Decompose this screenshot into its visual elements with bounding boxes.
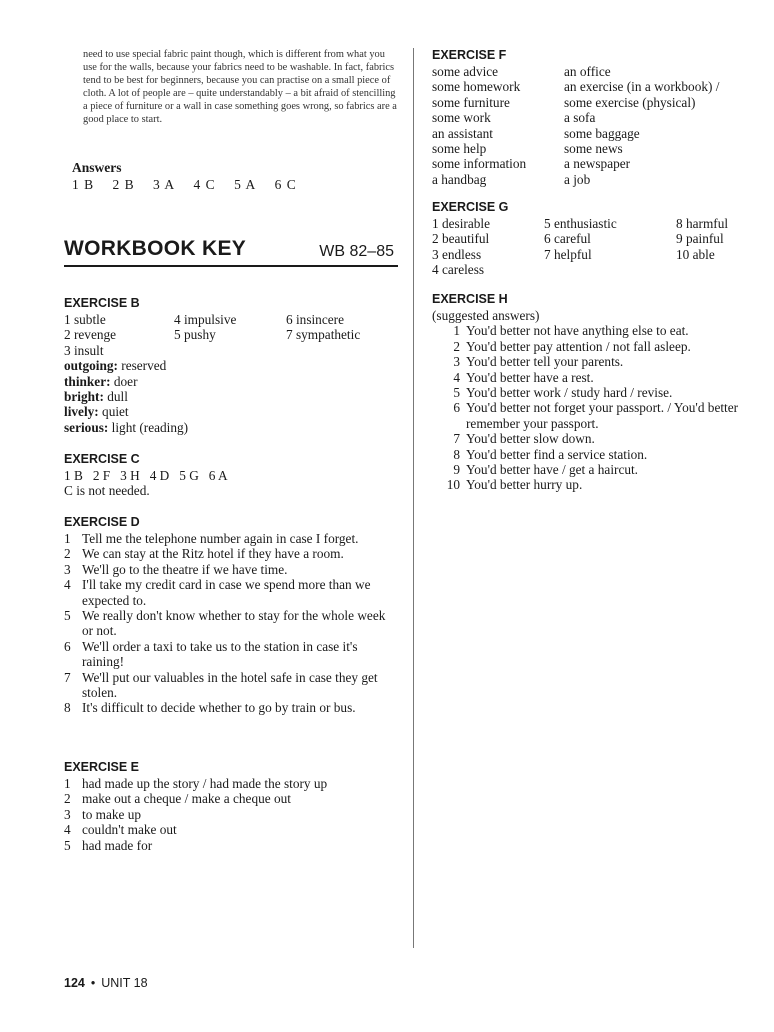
list-item (432, 323, 757, 338)
exercise-h-title: EXERCISE H (432, 292, 508, 306)
item-text: We'll put our valuables in the hotel safe in case they get stolen. (82, 669, 378, 701)
item-number: 3 (64, 806, 71, 822)
exercise-g-item: 6 careful (544, 231, 591, 247)
exercise-b-item: 7 sympathetic (286, 327, 361, 343)
exercise-f-left-item: some homework (432, 79, 521, 95)
list-item (432, 385, 757, 400)
pair-value: light (reading) (108, 419, 189, 435)
pair-key: bright: (64, 389, 104, 405)
exercise-b-item: 1 subtle (64, 312, 106, 327)
exercise-f-left-item: a handbag (432, 171, 487, 187)
exercise-e-title: EXERCISE E (64, 760, 140, 774)
exercise-b (64, 296, 400, 435)
exercise-f-right-item: some baggage (564, 125, 640, 141)
exercise-g-item: 7 helpful (544, 246, 592, 262)
pair-value: quiet (98, 404, 129, 420)
item-number: 5 (453, 385, 460, 401)
exercise-f-left-item: an assistant (432, 125, 493, 141)
page-footer (64, 976, 148, 990)
list-item (64, 838, 400, 853)
list-item (432, 431, 757, 446)
workbook-key-pages: WB 82–85 (319, 243, 394, 260)
list-item (64, 577, 394, 608)
item-text: We'll go to the theatre if we have time. (82, 561, 288, 577)
exercise-c-note: C is not needed. (64, 483, 150, 499)
exercise-f-grid (432, 64, 757, 187)
exercise-f-right-item: a sofa (564, 110, 596, 126)
exercise-f-left-item: some furniture (432, 94, 510, 110)
item-number: 4 (453, 369, 460, 385)
exercise-b-item: 6 insincere (286, 312, 344, 327)
item-text: We'll order a taxi to take us to the station in case it's raining! (82, 638, 358, 670)
exercise-c-title: EXERCISE C (64, 452, 140, 466)
answers-row (72, 177, 310, 193)
pair-value: dull (103, 389, 128, 405)
item-number: 6 (453, 400, 460, 416)
list-item (64, 670, 394, 701)
footer-bullet: • (90, 976, 96, 990)
exercise-b-item: 2 revenge (64, 327, 117, 343)
list-item (64, 562, 394, 577)
exercise-g-item: 2 beautiful (432, 231, 490, 247)
item-text: You'd better not forget your passport. / You'd better remember your passport. (466, 400, 739, 431)
exercise-f-right-item: a job (564, 171, 591, 187)
item-text: You'd better tell your parents. (466, 354, 624, 370)
exercise-e (64, 760, 400, 853)
item-number: 5 (64, 608, 71, 624)
item-text: had made for (82, 837, 153, 853)
exercise-g-item (676, 262, 756, 277)
exercise-f-right-item: some news (564, 141, 623, 157)
list-item (64, 531, 394, 546)
answer-item: 3 A (153, 177, 175, 192)
workbook-key-header (64, 233, 398, 267)
exercise-g-title: EXERCISE G (432, 200, 509, 214)
exercise-h-list (432, 323, 757, 492)
exercise-e-list (64, 776, 400, 853)
exercise-g-item: 1 desirable (432, 216, 490, 231)
answer-item: 6 C (274, 177, 296, 192)
exercise-f-left-item: some help (432, 141, 487, 157)
page-number: 124 (64, 976, 85, 990)
exercise-g-item (544, 262, 676, 277)
pair-row (64, 404, 400, 419)
list-item (432, 477, 757, 492)
exercise-b-grid (64, 312, 400, 358)
exercise-b-item: 5 pushy (174, 327, 216, 343)
exercise-f-left-item: some information (432, 156, 527, 172)
intro-paragraph (83, 48, 401, 126)
item-number: 8 (453, 446, 460, 462)
answer-item: 2 B (112, 177, 134, 192)
exercise-g-item: 10 able (676, 246, 715, 262)
answers-title: Answers (72, 160, 122, 175)
item-number: 7 (64, 669, 71, 685)
exercise-d-list (64, 531, 394, 716)
exercise-b-item: 3 insult (64, 342, 104, 358)
item-number: 6 (64, 638, 71, 654)
item-number: 1 (64, 531, 71, 546)
exercise-g-item: 9 painful (676, 231, 724, 247)
workbook-key-title: WORKBOOK KEY (64, 237, 247, 260)
list-item (64, 639, 394, 670)
exercise-c-answers: 1 B 2 F 3 H 4 D 5 G 6 A (64, 468, 228, 483)
exercise-f-right-item: an exercise (in a workbook) / (564, 79, 720, 95)
pair-row (64, 389, 400, 404)
pair-row (64, 358, 400, 373)
item-text: Tell me the telephone number again in case I forget. (82, 531, 359, 546)
item-number: 4 (64, 577, 71, 593)
item-text: had made up the story / had made the story up (82, 776, 328, 791)
item-number: 2 (453, 338, 460, 354)
exercise-d-title: EXERCISE D (64, 515, 140, 529)
exercise-f-left-item: some advice (432, 64, 499, 79)
list-item (432, 447, 757, 462)
answer-item: 5 A (234, 177, 256, 192)
pair-key: thinker: (64, 373, 111, 389)
list-item (64, 546, 394, 561)
exercise-f-right-item: an office (564, 64, 611, 79)
item-text: We can stay at the Ritz hotel if they have a room. (82, 546, 344, 562)
exercise-d (64, 515, 394, 716)
item-number: 10 (446, 477, 460, 493)
item-number: 2 (64, 791, 71, 807)
item-text: You'd better hurry up. (466, 477, 583, 493)
item-number: 2 (64, 546, 71, 562)
exercise-h (432, 292, 757, 493)
pair-key: lively: (64, 404, 99, 420)
list-item (64, 608, 394, 639)
exercise-f-right-item: some exercise (physical) (564, 94, 696, 110)
exercise-f-right-item: a newspaper (564, 156, 631, 172)
exercise-g-item: 3 endless (432, 246, 482, 262)
item-text: You'd better have a rest. (466, 369, 594, 385)
list-item (432, 462, 757, 477)
exercise-h-note: (suggested answers) (432, 308, 540, 323)
pair-key: outgoing: (64, 358, 118, 374)
item-text: You'd better pay attention / not fall asleep. (466, 338, 691, 354)
item-number: 3 (64, 561, 71, 577)
exercise-f-title: EXERCISE F (432, 48, 507, 62)
item-number: 7 (453, 431, 460, 447)
footer-unit: UNIT 18 (101, 976, 148, 990)
list-item (432, 354, 757, 369)
answer-item: 4 C (193, 177, 215, 192)
list-item (64, 776, 400, 791)
pair-row (64, 374, 400, 389)
exercise-b-item (286, 343, 386, 358)
list-item (64, 700, 394, 715)
exercise-f (432, 48, 757, 187)
list-item (64, 822, 400, 837)
item-text: I'll take my credit card in case we spend more than we expected to. (82, 577, 371, 608)
item-text: You'd better find a service station. (466, 446, 648, 462)
exercise-b-title: EXERCISE B (64, 296, 140, 310)
intro-text: need to use special fabric paint though, which is different from what you use for the walls, because your fabrics need to be washable. In fact, fabrics tend to be best for beginners, because you can practise on a small piece of cloth. A lot of people are – quite understandably – a bit afraid of stencilling a piece of furniture or a wall in case something goes wrong, so fabrics are a good place to start. (83, 49, 397, 125)
column-divider (413, 48, 414, 948)
list-item (432, 339, 757, 354)
item-text: couldn't make out (82, 822, 177, 838)
exercise-g-grid (432, 216, 757, 278)
item-number: 3 (453, 354, 460, 370)
exercise-g (432, 200, 757, 278)
item-number: 1 (453, 323, 460, 339)
pair-value: doer (110, 373, 138, 389)
exercise-g-item: 4 careless (432, 262, 485, 278)
list-item (432, 400, 757, 431)
pair-row (64, 420, 400, 435)
item-text: You'd better work / study hard / revise. (466, 385, 673, 401)
answer-item: 1 B (72, 177, 94, 192)
item-text: It's difficult to decide whether to go by train or bus. (82, 700, 356, 716)
exercise-b-pairs (64, 358, 400, 435)
exercise-b-item (174, 343, 286, 358)
item-text: You'd better slow down. (466, 431, 595, 447)
exercise-g-item: 8 harmful (676, 216, 729, 231)
exercise-g-item: 5 enthusiastic (544, 216, 617, 231)
item-number: 4 (64, 822, 71, 838)
list-item (64, 791, 400, 806)
item-number: 8 (64, 700, 71, 716)
item-text: You'd better not have anything else to eat. (466, 323, 689, 339)
item-text: You'd better have / get a haircut. (466, 462, 639, 478)
list-item (64, 807, 400, 822)
pair-key: serious: (64, 419, 109, 435)
item-number: 5 (64, 837, 71, 853)
item-text: We really don't know whether to stay for the whole week or not. (82, 608, 386, 639)
pair-value: reserved (117, 358, 167, 374)
item-text: make out a cheque / make a cheque out (82, 791, 291, 807)
item-text: to make up (82, 806, 142, 822)
list-item (432, 370, 757, 385)
item-number: 1 (64, 776, 71, 791)
exercise-c (64, 452, 400, 499)
item-number: 9 (453, 462, 460, 478)
exercise-f-left-item: some work (432, 110, 491, 126)
exercise-b-item: 4 impulsive (174, 312, 237, 327)
